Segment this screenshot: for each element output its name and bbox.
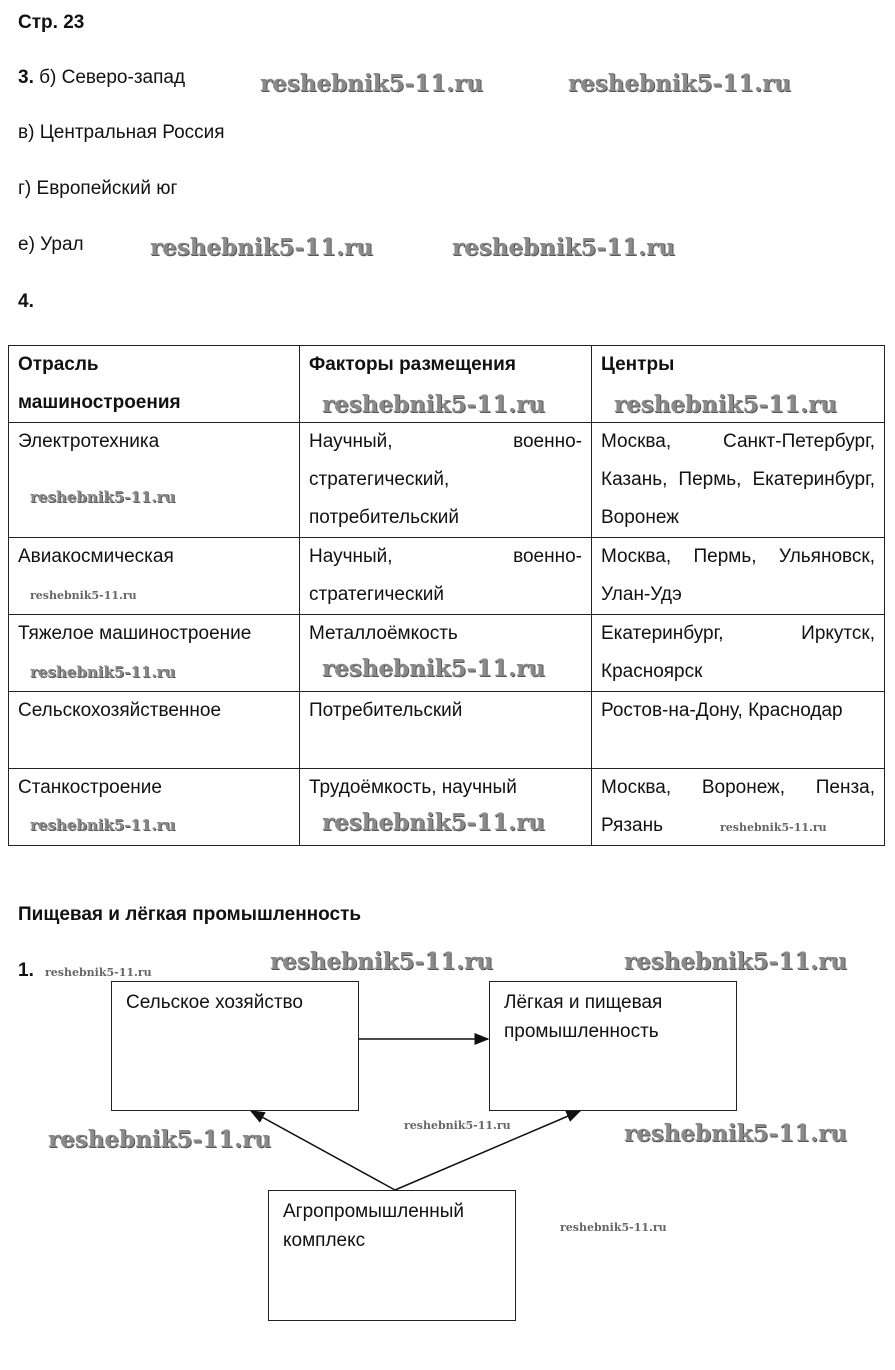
table-cell: Екатеринбург, Иркутск, Красноярск <box>592 615 885 692</box>
table-cell: Электротехника <box>9 423 300 538</box>
table-cell: Авиакосмическая <box>9 538 300 615</box>
watermark: reshebnik5-11.ru <box>624 948 847 975</box>
table-cell: Ростов-на-Дону, Краснодар <box>592 692 885 769</box>
box-agroindustrial-complex: Агропромышленный комплекс <box>268 1190 516 1321</box>
table-cell: Станкостроение <box>9 769 300 846</box>
watermark: reshebnik5-11.ru <box>30 663 176 681</box>
watermark: reshebnik5-11.ru <box>30 816 176 834</box>
watermark: reshebnik5-11.ru <box>150 234 373 261</box>
task3-number: 3. <box>18 67 34 88</box>
header-cell: Факторы размещения <box>300 346 592 423</box>
table-cell: Москва, Пермь, Ульяновск, Улан-Удэ <box>592 538 885 615</box>
watermark: reshebnik5-11.ru <box>322 655 545 682</box>
watermark: reshebnik5-11.ru <box>560 1221 667 1234</box>
table-cell: Тяжелое машиностроение <box>9 615 300 692</box>
section-title: Пищевая и лёгкая промышленность <box>18 904 362 925</box>
arrow-complex-to-agriculture <box>251 1111 395 1190</box>
watermark: reshebnik5-11.ru <box>30 488 176 506</box>
watermark: reshebnik5-11.ru <box>624 1120 847 1147</box>
watermark: reshebnik5-11.ru <box>45 966 152 979</box>
table-cell: Потребительский <box>300 692 592 769</box>
header-text: Отрасль машиностроения <box>18 354 181 413</box>
watermark: reshebnik5-11.ru <box>30 589 137 602</box>
watermark: reshebnik5-11.ru <box>614 391 837 418</box>
watermark: reshebnik5-11.ru <box>452 234 675 261</box>
watermark: reshebnik5-11.ru <box>322 391 545 418</box>
table-cell: Металлоёмкость <box>300 615 592 692</box>
watermark: reshebnik5-11.ru <box>270 948 493 975</box>
watermark: reshebnik5-11.ru <box>48 1126 271 1153</box>
box-light-food-industry: Лёгкая и пищевая промышленность <box>489 981 737 1111</box>
table-cell: Москва, Воронеж, Пенза, Рязань <box>592 769 885 846</box>
task3-item: в) Центральная Россия <box>18 122 225 143</box>
box-agriculture: Сельское хозяйство <box>111 981 359 1111</box>
watermark: reshebnik5-11.ru <box>568 70 791 97</box>
task3-item: е) Урал <box>18 234 84 255</box>
watermark: reshebnik5-11.ru <box>720 821 827 834</box>
watermark: reshebnik5-11.ru <box>322 809 545 836</box>
watermark: reshebnik5-11.ru <box>404 1119 511 1132</box>
diagram-number: 1. <box>18 960 34 981</box>
watermark: reshebnik5-11.ru <box>260 70 483 97</box>
table-cell: Научный, военно-стратегический, потребительский <box>300 423 592 538</box>
task4-number: 4. <box>18 291 34 312</box>
table-cell: Научный, военно-стратегический <box>300 538 592 615</box>
page-label: Стр. 23 <box>18 12 85 33</box>
table-cell: Трудоёмкость, научный <box>300 769 592 846</box>
table-cell: Сельскохозяйственное <box>9 692 300 769</box>
table-cell: Москва, Санкт-Петербург, Казань, Пермь, Екатеринбург, Воронеж <box>592 423 885 538</box>
header-cell: Центры <box>592 346 885 423</box>
answer-text: б) Северо-запад <box>39 67 186 88</box>
arrow-complex-to-industry <box>395 1111 580 1190</box>
task3-item: г) Европейский юг <box>18 178 178 199</box>
